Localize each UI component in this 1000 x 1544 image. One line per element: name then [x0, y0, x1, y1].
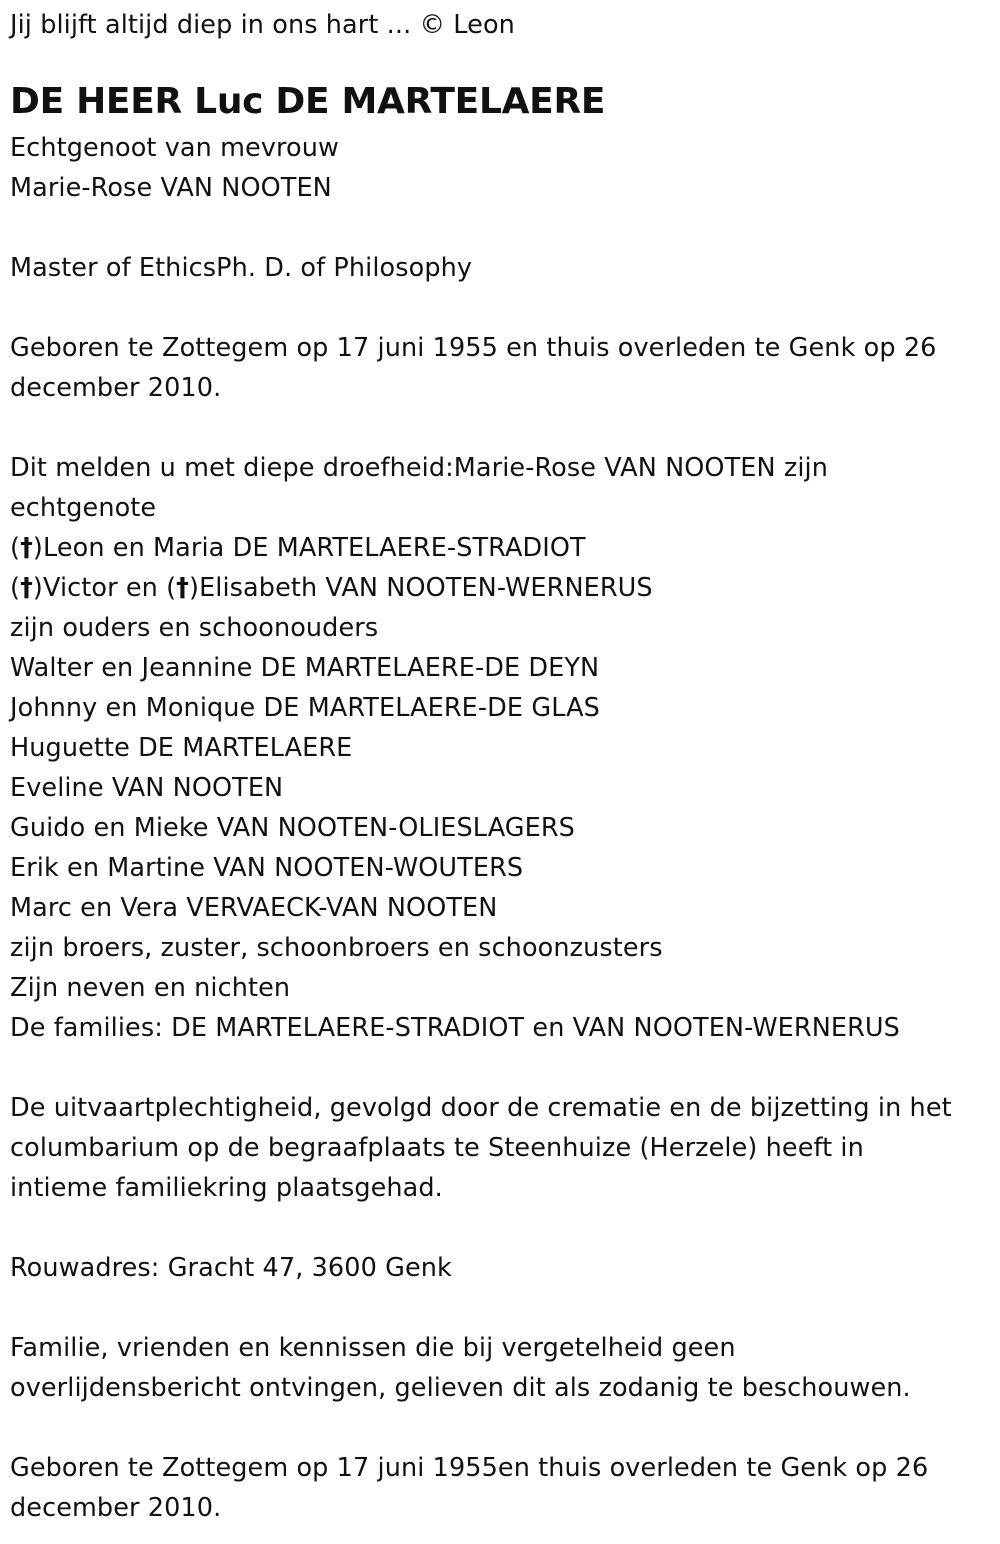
cross-icon: †: [20, 533, 33, 563]
sibling-line: Eveline VAN NOOTEN: [10, 773, 284, 803]
spacer: [10, 1208, 990, 1248]
spacer: [10, 208, 990, 248]
spouse-prefix: Echtgenoot van mevrouw: [10, 133, 339, 163]
sibling-line: Huguette DE MARTELAERE: [10, 733, 353, 763]
funeral-line-3: intieme familiekring plaatsgehad.: [10, 1173, 443, 1203]
deceased-name: DE HEER Luc DE MARTELAERE: [10, 81, 606, 122]
funeral-line-2: columbarium op de begraafplaats te Steenhuize (Herzele) heeft in: [10, 1133, 864, 1163]
closing-line-2: december 2010.: [10, 1493, 222, 1523]
funeral-line-1: De uitvaartplechtigheid, gevolgd door de crematie en de bijzetting in het: [10, 1093, 952, 1123]
sibling-line: Guido en Mieke VAN NOOTEN-OLIESLAGERS: [10, 813, 575, 843]
sibling-line: Marc en Vera VERVAECK-VAN NOOTEN: [10, 893, 498, 923]
spouse-name: Marie-Rose VAN NOOTEN: [10, 173, 332, 203]
closing-line-1: Geboren te Zottegem op 17 juni 1955en thuis overleden te Genk op 26: [10, 1453, 929, 1483]
birth-death-part1: [10, 328, 990, 368]
sibling-line: Walter en Jeannine DE MARTELAERE-DE DEYN: [10, 653, 600, 683]
announcement-intro-line1: Dit melden u met diepe droefheid:Marie-Rose VAN NOOTEN zijn: [10, 453, 828, 483]
parents-names-2a: Victor en (: [42, 573, 177, 603]
siblings-label: zijn broers, zuster, schoonbroers en schoonzusters: [10, 933, 663, 963]
mourning-address: Rouwadres: Gracht 47, 3600 Genk: [10, 1253, 452, 1283]
spacer: [10, 1408, 990, 1448]
parents-line-2: (†)Victor en (†)Elisabeth VAN NOOTEN-WERNERUS: [10, 573, 653, 603]
birth-death-line1: Geboren te Zottegem op 17 juni 1955 en thuis overleden te Genk op 26: [10, 333, 937, 363]
spacer: [10, 408, 990, 448]
cross-icon: †: [176, 573, 190, 603]
cousins-line: Zijn neven en nichten: [10, 973, 291, 1003]
families-line: De families: DE MARTELAERE-STRADIOT en VAN NOOTEN-WERNERUS: [10, 1013, 900, 1043]
sibling-line: Erik en Martine VAN NOOTEN-WOUTERS: [10, 853, 524, 883]
parents-names-1: Leon en Maria DE MARTELAERE-STRADIOT: [42, 533, 586, 563]
birth-death-line2: december 2010.: [10, 373, 222, 403]
deceased-titles: Master of EthicsPh. D. of Philosophy: [10, 253, 473, 283]
spacer: [10, 288, 990, 328]
birth-death-part2: [10, 368, 990, 408]
tagline: Jij blijft altijd diep in ons hart ... © Leon: [10, 10, 515, 40]
parents-names-2b: Elisabeth VAN NOOTEN-WERNERUS: [199, 573, 653, 603]
spacer: [10, 1048, 990, 1088]
cross-icon: †: [20, 573, 33, 603]
parents-line-1: (†)Leon en Maria DE MARTELAERE-STRADIOT: [10, 533, 586, 563]
announcement-intro-line2: echtgenote: [10, 493, 157, 523]
parents-label: zijn ouders en schoonouders: [10, 613, 379, 643]
spacer: [10, 1288, 990, 1328]
sibling-line: Johnny en Monique DE MARTELAERE-DE GLAS: [10, 693, 600, 723]
notice-line-2: overlijdensbericht ontvingen, gelieven dit als zodanig te beschouwen.: [10, 1373, 911, 1403]
notice-line-1: Familie, vrienden en kennissen die bij vergetelheid geen: [10, 1333, 736, 1363]
